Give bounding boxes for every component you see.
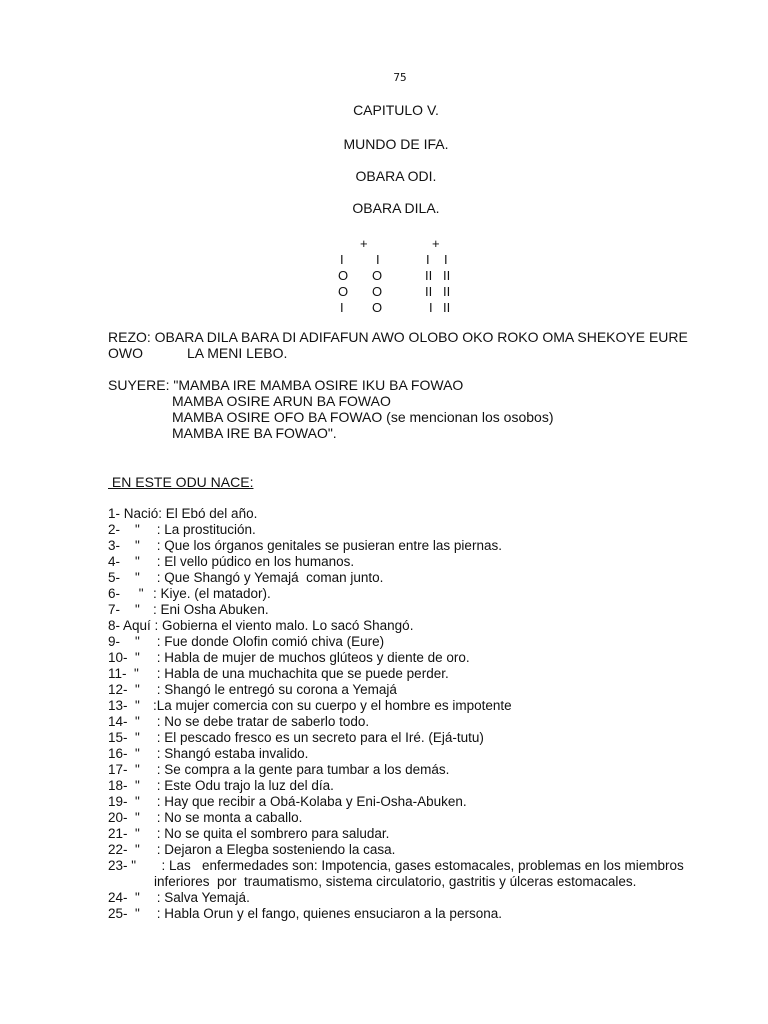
- list-item: 21- " : No se quita el sombrero para saludar.: [108, 826, 390, 841]
- section-heading: EN ESTE ODU NACE:: [108, 474, 254, 490]
- odu-alt-name: OBARA DILA.: [352, 200, 440, 216]
- sign-row: [338, 300, 468, 316]
- sign-mark: O: [372, 284, 383, 299]
- list-item: 14- " : No se debe tratar de saberlo todo.: [108, 714, 370, 729]
- odu-list: [108, 506, 728, 922]
- suyere-line-1: SUYERE: "MAMBA IRE MAMBA OSIRE IKU BA FOWAO: [108, 377, 464, 393]
- list-item: 15- " : El pescado fresco es un secreto para el Iré. (Ejá-tutu): [108, 730, 484, 745]
- sign-mark: I: [426, 252, 430, 267]
- sign-mark: O: [338, 268, 349, 283]
- sign-mark: I: [444, 252, 448, 267]
- sign-plus-left: +: [360, 236, 368, 251]
- sign-mark: I: [376, 252, 380, 267]
- list-item: 9- " : Fue donde Olofin comió chiva (Eure): [108, 634, 385, 649]
- list-item: 2- " : La prostitución.: [108, 522, 256, 537]
- sign-mark: O: [372, 300, 383, 315]
- sign-mark: II: [443, 300, 451, 315]
- sign-mark: O: [372, 268, 383, 283]
- rezo-line-2-end: LA MENI LEBO.: [187, 345, 288, 361]
- suyere-line-3: MAMBA OSIRE OFO BA FOWAO (se mencionan los osobos): [172, 409, 554, 425]
- list-item: 11- " : Habla de una muchachita que se puede perder.: [108, 666, 449, 681]
- list-item: 23- " : Las enfermedades son: Impotencia, gases estomacales, problemas en los miembros inferiores por traumatismo, sistema circulatorio, gastritis y úlceras estomacales.: [108, 858, 696, 889]
- chapter-title: CAPITULO V.: [353, 102, 439, 118]
- list-item: 20- " : No se monta a caballo.: [108, 810, 303, 825]
- world-title: MUNDO DE IFA.: [343, 136, 449, 152]
- list-item: 3- " : Que los órganos genitales se pusieran entre las piernas.: [108, 538, 502, 553]
- list-item: 19- " : Hay que recibir a Obá-Kolaba y Eni-Osha-Abuken.: [108, 794, 467, 809]
- list-item: 17- " : Se compra a la gente para tumbar a los demás.: [108, 762, 450, 777]
- sign-plus-row: [338, 236, 468, 252]
- list-item: 10- " : Habla de mujer de muchos glúteos y diente de oro.: [108, 650, 470, 665]
- sign-mark: II: [443, 284, 451, 299]
- list-item: 8- Aquí : Gobierna el viento malo. Lo sacó Shangó.: [108, 618, 414, 633]
- list-item: 13- " :La mujer comercia con su cuerpo y el hombre es impotente: [108, 698, 512, 713]
- sign-mark: II: [425, 284, 433, 299]
- list-item: 18- " : Este Odu trajo la luz del día.: [108, 778, 334, 793]
- odu-name: OBARA ODI.: [355, 168, 437, 184]
- list-item: 24- " : Salva Yemajá.: [108, 890, 250, 905]
- list-item: 7- " : Eni Osha Abuken.: [108, 602, 269, 617]
- sign-row: [338, 268, 468, 284]
- list-item: 4- " : El vello púdico en los humanos.: [108, 554, 355, 569]
- odu-sign: [338, 236, 468, 316]
- list-item: 1- Nació: El Ebó del año.: [108, 506, 258, 521]
- list-item: 25- " : Habla Orun y el fango, quienes ensuciaron a la persona.: [108, 906, 502, 921]
- sign-plus-right: +: [432, 236, 440, 251]
- sign-mark: I: [340, 252, 344, 267]
- list-item: 6- " : Kiye. (el matador).: [108, 586, 271, 601]
- sign-mark: I: [429, 300, 433, 315]
- list-item: 12- " : Shangó le entregó su corona a Yemajá: [108, 682, 397, 697]
- sign-mark: II: [443, 268, 451, 283]
- suyere-line-2: MAMBA OSIRE ARUN BA FOWAO: [172, 393, 391, 409]
- page-number: 75: [393, 71, 407, 84]
- list-item: 5- " : Que Shangó y Yemajá coman junto.: [108, 570, 384, 585]
- sign-mark: II: [425, 268, 433, 283]
- sign-row: [338, 284, 468, 300]
- rezo-line-1: REZO: OBARA DILA BARA DI ADIFAFUN AWO OLOBO OKO ROKO OMA SHEKOYE EURE: [108, 329, 688, 345]
- sign-mark: O: [338, 284, 349, 299]
- sign-mark: I: [340, 300, 344, 315]
- rezo-line-2-start: OWO: [108, 345, 143, 361]
- suyere-line-4: MAMBA IRE BA FOWAO".: [172, 425, 337, 441]
- list-item: 22- " : Dejaron a Elegba sosteniendo la casa.: [108, 842, 396, 857]
- sign-row: [338, 252, 468, 268]
- list-item: 16- " : Shangó estaba invalido.: [108, 746, 309, 761]
